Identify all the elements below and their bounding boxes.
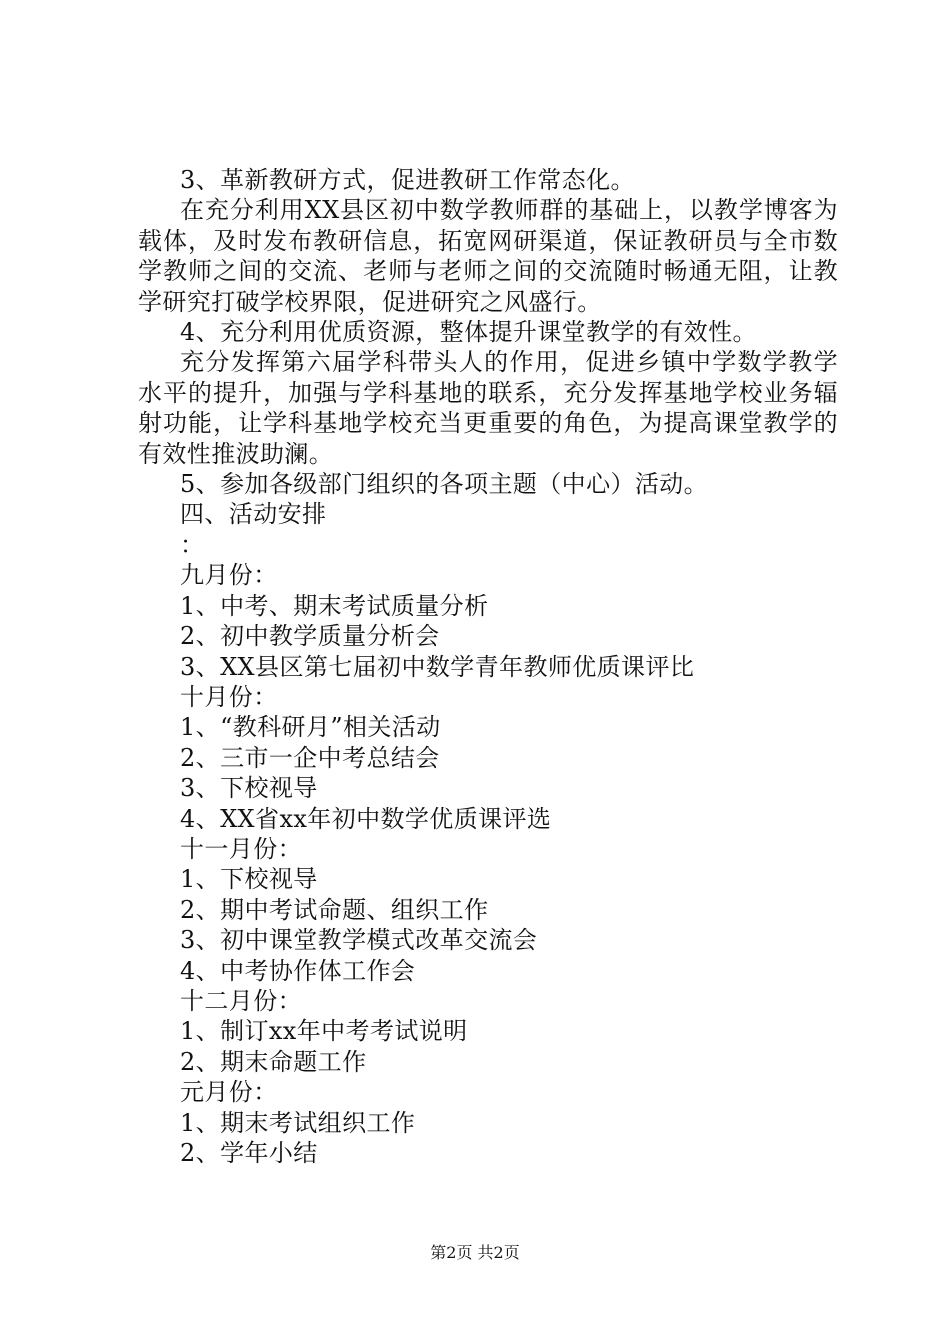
list-item: 4、充分利用优质资源，整体提升课堂教学的有效性。: [180, 318, 757, 347]
list-item: 九月份：: [180, 561, 278, 590]
list-item: 4、中考协作体工作会: [180, 956, 416, 985]
list-item: 1、制订xx年中考考试说明: [180, 1017, 468, 1046]
list-item: 3、XX县区第七届初中数学青年教师优质课评比: [180, 652, 695, 681]
list-item: 1、中考、期末考试质量分析: [180, 591, 489, 620]
list-item: 5、参加各级部门组织的各项主题（中心）活动。: [180, 470, 709, 499]
list-item: 3、革新教研方式，促进教研工作常态化。: [180, 166, 635, 194]
list-item: 2、期末命题工作: [180, 1047, 367, 1076]
list-item: 2、初中教学质量分析会: [180, 622, 440, 651]
list-item: 2、期中考试命题、组织工作: [180, 895, 489, 924]
list-item: 1、期末考试组织工作: [180, 1108, 416, 1137]
list-item: 1、“教科研月”相关活动: [180, 713, 441, 742]
body-paragraph: 充分发挥第六届学科带头人的作用，促进乡镇中学数学教学水平的提升，加强与学科基地的联系，充分发挥基地学校业务辐射功能，让学科基地学校充当更重要的角色，为提高课堂教学的有效性推波助澜。: [138, 348, 838, 468]
list-item: 十二月份：: [180, 986, 302, 1015]
list-item: 十月份：: [180, 682, 278, 711]
body-paragraph: 在充分利用XX县区初中数学教师群的基础上，以教学博客为载体，及时发布教研信息，拓宽网研渠道，保证教研员与全市数学教师之间的交流、老师与老师之间的交流随时畅通无阻，让教学研究打破学校界限，促进研究之风盛行。: [138, 196, 838, 316]
page-footer: 第2页 共2页: [430, 1243, 520, 1262]
list-item: 3、下校视导: [180, 774, 318, 803]
list-item: 3、初中课堂教学模式改革交流会: [180, 926, 538, 955]
list-item: 元月份：: [180, 1078, 278, 1107]
list-item: 1、下校视导: [180, 865, 318, 894]
list-item: 四、活动安排: [180, 500, 327, 529]
list-item: 4、XX省xx年初中数学优质课评选: [180, 804, 552, 833]
document-body: [138, 165, 838, 1168]
list-item: ：: [180, 530, 205, 559]
list-item: 2、学年小结: [180, 1139, 318, 1167]
list-item: 2、三市一企中考总结会: [180, 743, 440, 772]
list-item: 十一月份：: [180, 834, 302, 863]
